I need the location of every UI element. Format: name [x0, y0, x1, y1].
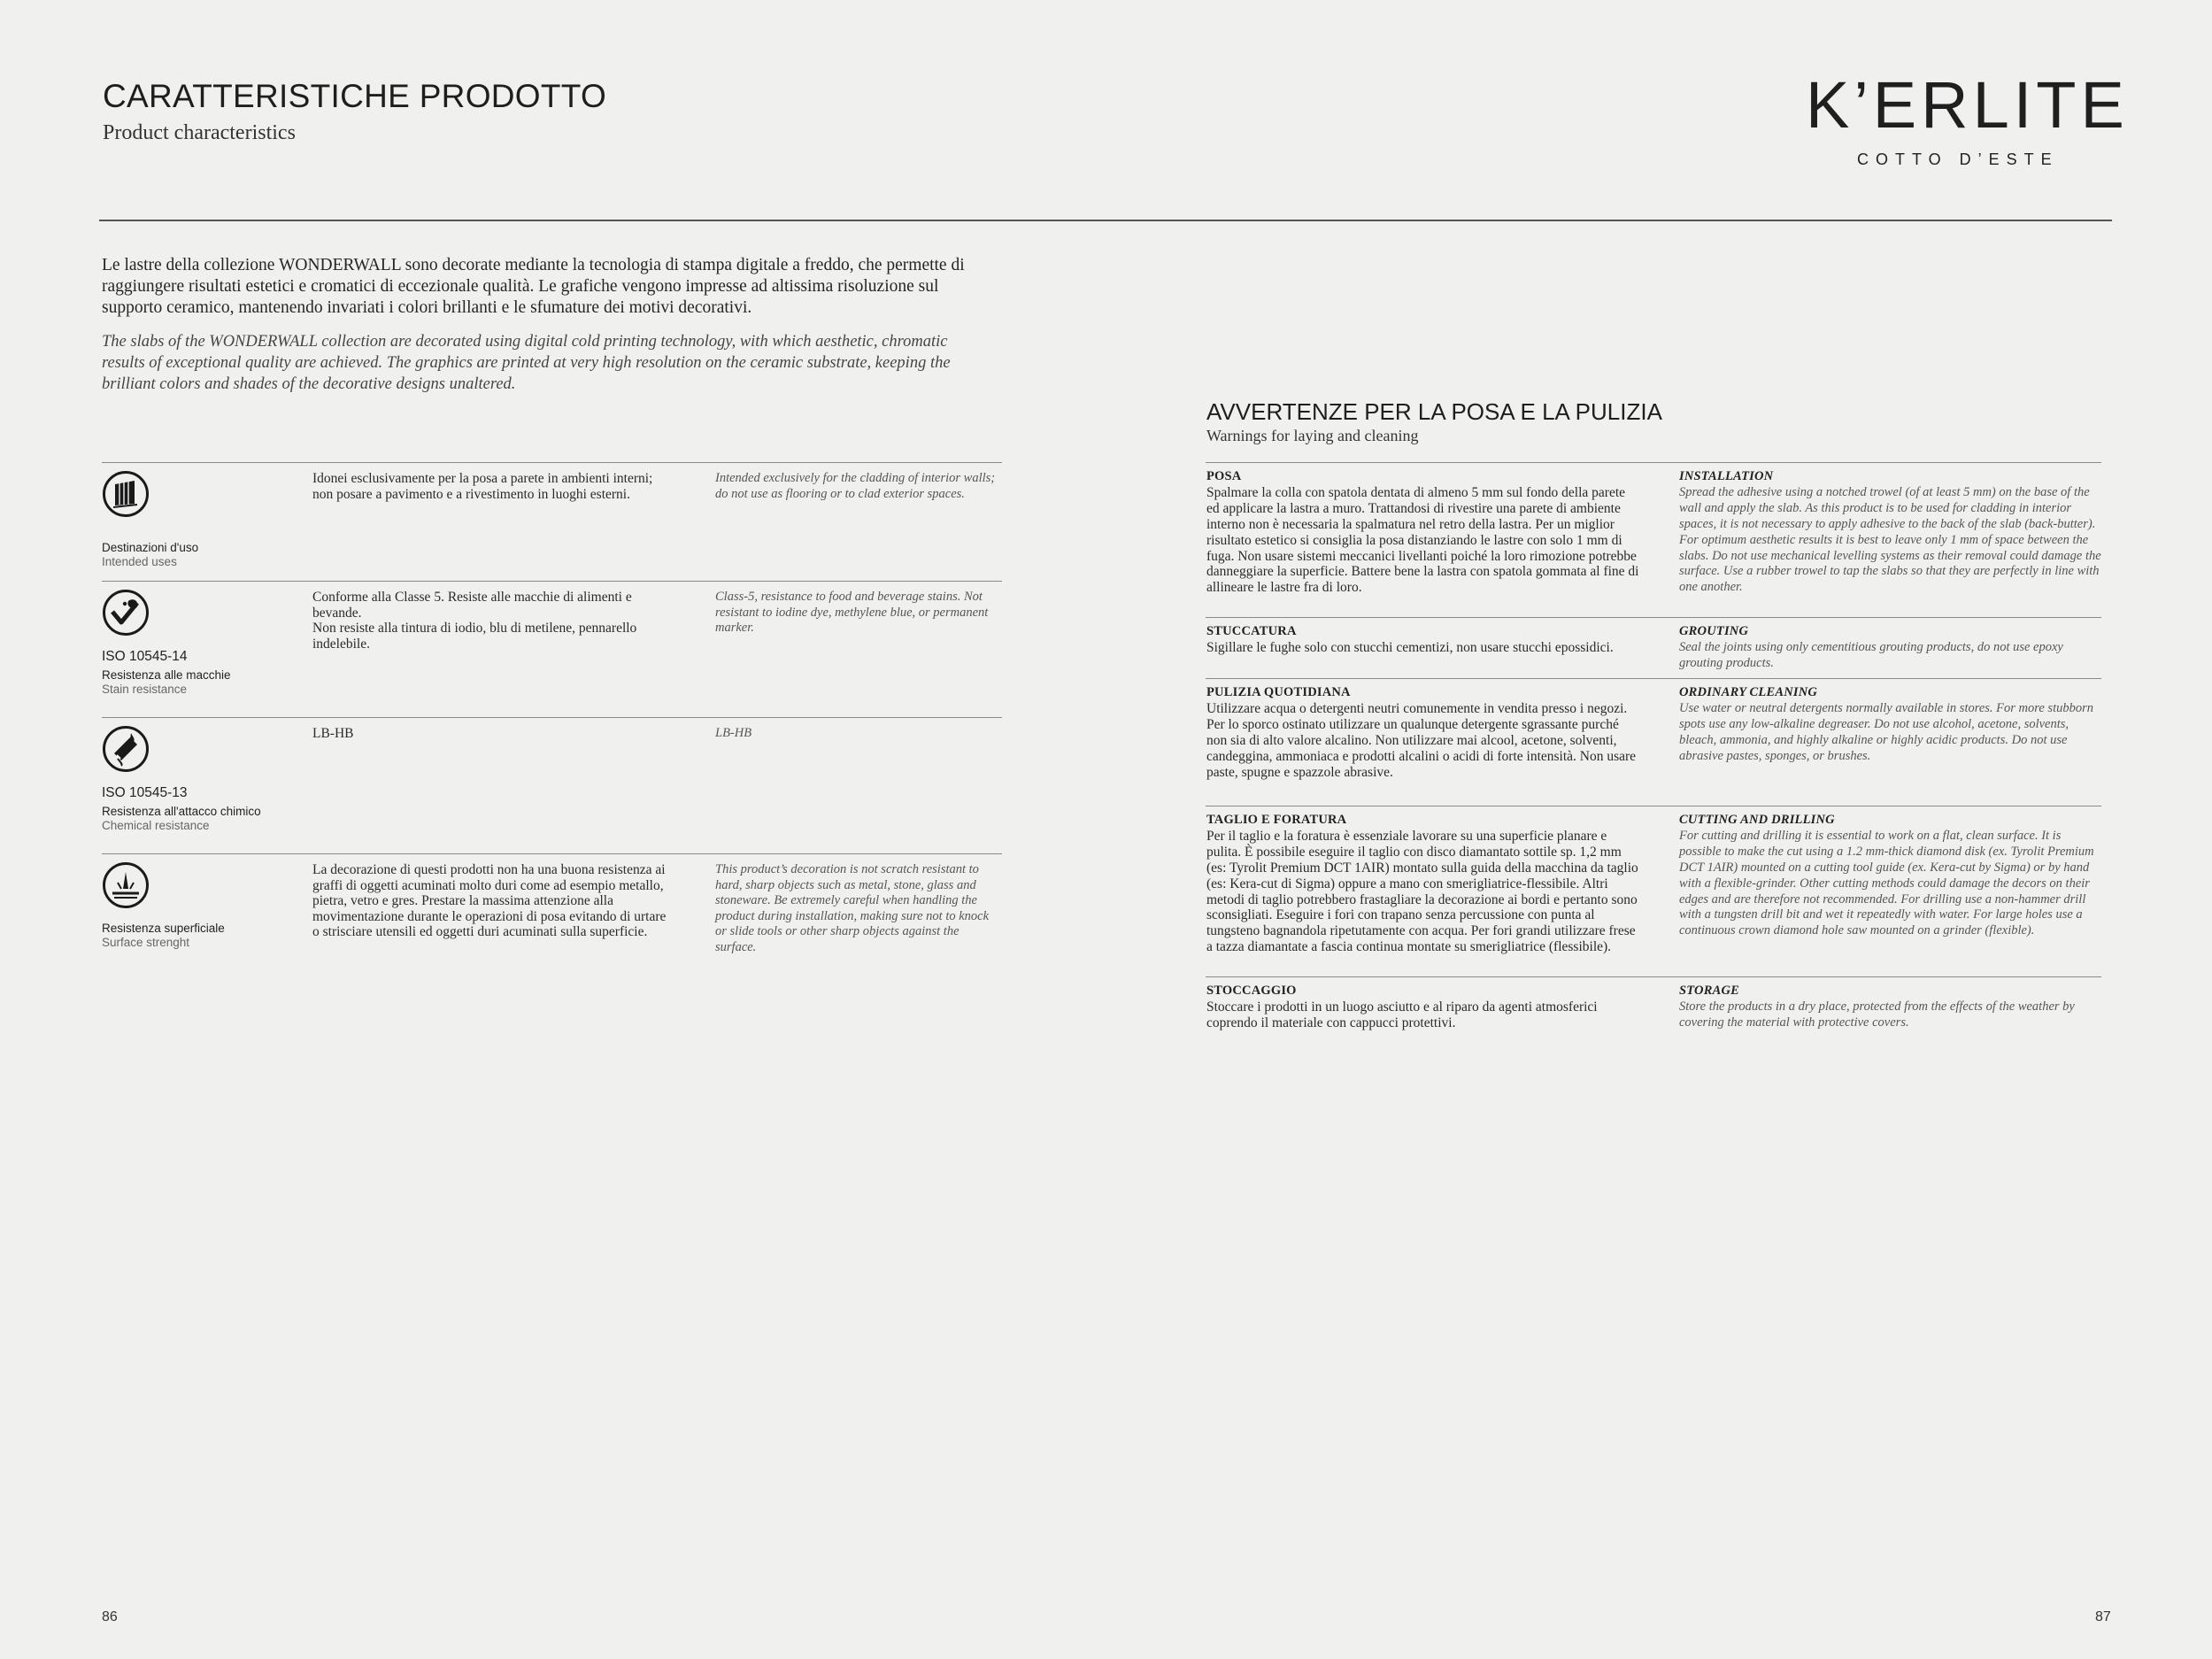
warning-row-ordinary-cleaning — [1206, 678, 2101, 806]
spec-row-chemical-resistance — [102, 717, 1002, 853]
warning-italian — [1206, 685, 1640, 780]
spec-label-en: Surface strenght — [102, 936, 190, 949]
spec-text-italian: Conforme alla Classe 5. Resiste alle macchie di alimenti e bevande. Non resiste alla tintura di iodio, blu di metilene, pennarello indelebile. — [312, 590, 637, 652]
warning-heading: CUTTING AND DRILLING — [1679, 813, 1835, 827]
warning-heading: POSA — [1206, 469, 1242, 483]
spec-text-italian: Idonei esclusivamente per la posa a parete in ambienti interni; non posare a pavimento e a rivestimento in luoghi esterni. — [312, 471, 653, 502]
spec-text-english: This product’s decoration is not scratch resistant to hard, sharp objects such as metal, stone, glass and stoneware. Be extremely careful when handling the product during installation, making sure not to knock or slide tools or other sharp objects against the surface. — [715, 862, 990, 954]
warning-italian — [1206, 984, 1640, 1031]
spec-label-block — [102, 589, 297, 696]
spec-label: Resistenza alle macchie — [102, 668, 231, 682]
spec-label-block — [102, 861, 297, 949]
intro-italian: Le lastre della collezione WONDERWALL sono decorate mediante la tecnologia di stampa digitale a freddo, che permette di raggiungere risultati estetici e cromatici di eccezionale qualità. Le grafiche vengono impresse ad altissima risoluzione sul supporto ceramico, mantenendo invariati i colori brillanti e le sfumature dei motivi decorativi. — [102, 256, 965, 317]
spec-text-english: LB-HB — [715, 726, 752, 740]
surface-strength-icon — [102, 861, 150, 909]
warning-english — [1679, 624, 2102, 672]
spec-text-italian: La decorazione di questi prodotti non ha una buona resistenza ai graffi di oggetti acuminati molto duri come ad esempio metallo, pietra, vetro e gres. Prestare la massima attenzione alla movimentazione durante le operazioni di posa evitando di urtare o strisciare utensili ed oggetti duri acuminati sulla superficie. — [312, 862, 667, 939]
spec-text-english: Class-5, resistance to food and beverage stains. Not resistant to iodine dye, methylene blue, or permanent marker. — [715, 590, 989, 635]
warning-text: Store the products in a dry place, protected from the effects of the weather by covering the material with protective covers. — [1679, 999, 2075, 1030]
warning-italian — [1206, 813, 1640, 955]
warning-row-grouting — [1206, 617, 2101, 678]
warning-text: Per il taglio e la foratura è essenziale lavorare su una superficie planare e pulita. È possibile eseguire il taglio con disco diamantato sottile sp. 1,2 mm (es: Tyrolit Premium DCT 1AIR) montato sulla guida della macchina da taglio (es: Kera-cut di Sigma) oppure a mano con smerigliatrice-flessibile. Altri metodi di taglio potrebbero frastagliare la decorazione ai bordi e pertanto sono sconsigliati. Eseguire i fori con trapano senza percussione con punta al tungsteno bagnandola ripetutamente con acqua. Per fori grandi utilizzare frese a tazza diamantate a fascia continua montate su smerigliatrice (flessibile). — [1206, 828, 1638, 955]
spec-label: Resistenza superficiale — [102, 922, 225, 935]
header-divider — [99, 220, 2112, 221]
warning-text: Use water or neutral detergents normally available in stores. For more stubborn spots use any low-alkaline degreaser. Do not use alcohol, acetone, solvents, bleach, ammonia, and highly alkaline or highly acidic products. Do not use abrasive pastes, sponges, or brushes. — [1679, 700, 2093, 763]
spec-iso-code: ISO 10545-13 — [102, 785, 188, 800]
spec-label-block — [102, 725, 297, 832]
stain-resistance-icon — [102, 589, 150, 637]
warning-english — [1679, 984, 2102, 1031]
warnings-title: AVVERTENZE PER LA POSA E LA PULIZIA — [1206, 398, 1662, 425]
warning-text: For cutting and drilling it is essential to work on a flat, clean surface. It is possible to make the cut using a 1.2 mm-thick diamond disk (ex. Tyrolit Premium DCT 1AIR) mounted on a cutting tool guide (ex. Kera-cut by Sigma) or by hand with a flexible-grinder. Other cutting methods could damage the decors on their edges and are therefore not recommended. For drilling use a non-hammer drill with a tungsten drill bit and wet it repeatedly with water. For large holes use a continuous crown diamond hole saw mounted on a grinder (flexible). — [1679, 828, 2094, 938]
warning-text: Spalmare la colla con spatola dentata di almeno 5 mm sul fondo della parete ed applicare la lastra a muro. Trattandosi di rivestire una parete di ambiente interno non è necessaria la spalmatura nel retro della lastra. Per un miglior risultato estetico si consiglia la posa distanziando le lastre con solo 1 mm di fuga. Non usare sistemi meccanici livellanti poiché la loro rimozione potrebbe danneggiare la superficie. Battere bene la lastra con spatola gommata al fine di allineare le lastre fra di loro. — [1206, 484, 1639, 596]
warnings-subtitle: Warnings for laying and cleaning — [1206, 427, 1419, 444]
warning-heading: TAGLIO E FORATURA — [1206, 813, 1347, 827]
spec-label-en: Stain resistance — [102, 683, 188, 696]
warning-heading: INSTALLATION — [1679, 469, 1774, 483]
warnings-table — [1206, 462, 2101, 1039]
warning-italian — [1206, 624, 1640, 656]
spec-table — [102, 462, 1002, 969]
warning-text: Sigillare le fughe solo con stucchi cementizi, non usare stucchi epossidici. — [1206, 639, 1614, 655]
intro-english: The slabs of the WONDERWALL collection are decorated using digital cold printing technology, with which aesthetic, chromatic results of exceptional quality are achieved. The graphics are printed at very high resolution on the ceramic substrate, keeping the brilliant colors and shades of the decorative designs unaltered. — [102, 333, 951, 393]
spec-text-english: Intended exclusively for the cladding of interior walls; do not use as flooring or to clad exterior spaces. — [715, 471, 996, 501]
spec-row-intended-uses — [102, 462, 1002, 581]
spec-label: Resistenza all'attacco chimico — [102, 805, 261, 818]
warning-text: Spread the adhesive using a notched trowel (of at least 5 mm) on the base of the wall and apply the slab. As this product is to be used for cladding in interior spaces, it is not necessary to apply adhesive to the back of the slab (back-butter). For optimum aesthetic results it is best to leave only 1 mm of space between the slabs. Do not use mechanical levelling systems as their removal could damage the surface. Use a rubber trowel to tap the slabs so that they are perfectly in line with one another. — [1679, 484, 2101, 595]
warning-heading: STORAGE — [1679, 984, 1740, 998]
warning-text: Utilizzare acqua o detergenti neutri comunemente in vendita presso i negozi. Per lo sporco ostinato utilizzare un qualunque detergente sgrassante purché non sia di alto valore alcalino. Non utilizzare mai alcool, acetone, solventi, candeggina, ammoniaca e prodotti alcalini o acidi di forte intensità. Non usare paste, spugne e spazzole abrasive. — [1206, 700, 1637, 780]
spec-label-block — [102, 470, 297, 568]
warning-text: Seal the joints using only cementitious grouting products, do not use epoxy grouting products. — [1679, 639, 2063, 670]
logo-subtitle: COTTO D’ESTE — [1857, 150, 2059, 168]
logo-wordmark: K’ERLITE — [1806, 68, 2129, 142]
spec-label-en: Chemical resistance — [102, 819, 210, 832]
brand-logo — [1806, 68, 2129, 179]
warning-heading: GROUTING — [1679, 624, 1749, 638]
warning-italian — [1206, 469, 1640, 596]
spec-text-italian: LB-HB — [312, 726, 354, 741]
spec-label-en: Intended uses — [102, 555, 177, 568]
page-number-left: 86 — [102, 1609, 118, 1624]
warning-heading: ORDINARY CLEANING — [1679, 685, 1818, 699]
spec-iso-code: ISO 10545-14 — [102, 649, 188, 664]
warning-heading: PULIZIA QUOTIDIANA — [1206, 685, 1351, 699]
spec-row-surface-strength — [102, 853, 1002, 969]
page-number-right: 87 — [2095, 1609, 2111, 1624]
chemical-resistance-icon — [102, 725, 150, 773]
warning-heading: STUCCATURA — [1206, 624, 1297, 638]
warning-text: Stoccare i prodotti in un luogo asciutto e al riparo da agenti atmosferici coprendo il materiale con cappucci protettivi. — [1206, 999, 1598, 1030]
page-title: CARATTERISTICHE PRODOTTO — [103, 78, 607, 114]
warning-row-cutting-drilling — [1206, 806, 2101, 976]
warning-english — [1679, 469, 2102, 596]
warning-heading: STOCCAGGIO — [1206, 984, 1297, 998]
warning-row-storage — [1206, 976, 2101, 1039]
warning-row-installation — [1206, 462, 2101, 617]
intended-use-icon — [102, 470, 150, 518]
page-subtitle: Product characteristics — [103, 121, 296, 144]
spec-label: Destinazioni d'uso — [102, 541, 199, 554]
spec-row-stain-resistance — [102, 581, 1002, 717]
warning-english — [1679, 685, 2102, 765]
warning-english — [1679, 813, 2102, 939]
